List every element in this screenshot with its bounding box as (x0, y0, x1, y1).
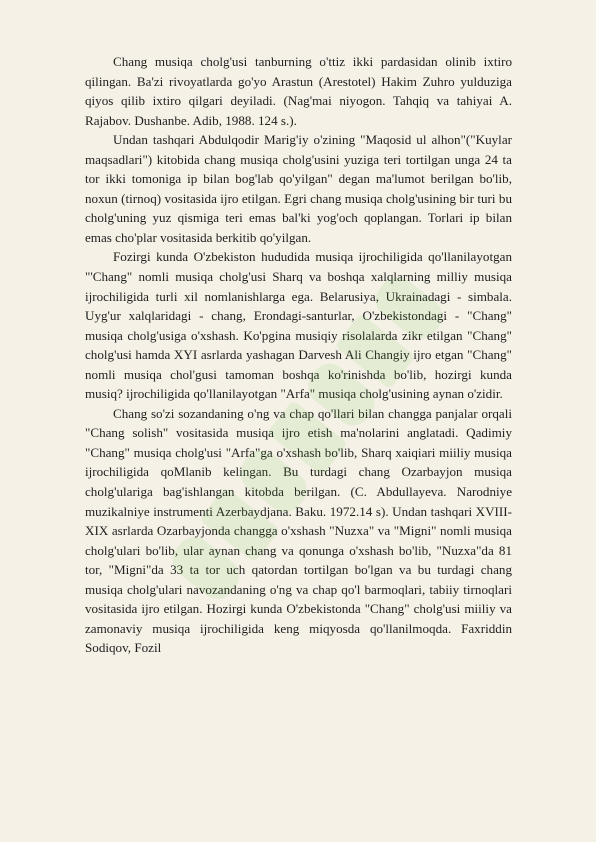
document-body (85, 52, 512, 658)
paragraph-1: Chang musiqa cholg'usi tanburning o'ttiz ikki pardasidan olinib ixtiro qilingan. Ba'zi rivoyatlarda go'yo Arastun (Arestotel) Hakim Zuhro yulduziga qiyos qilib ixtiro qilgari deyiladi. (Nag'mai niyogon. Tahqiq va tahiyai A. Rajabov. Dushanbe. Adib, 1988. 124 s.). (85, 54, 512, 128)
paragraph-3: Fozirgi kunda O'zbekiston hududida musiqa ijrochiligida qo'llanilayotgan "'Chang" nomli musiqa cholg'usi Sharq va boshqa xalqlarning milliy musiqa ijrochiligida turli xil nomlanishlarga ega. Belarusiya, Ukrainadagi - simbala. Uyg'ur xalqlaridagi - chang, Erondagi-santurlar, O'zbekistondagi - "Chang" musiqa cholg'usiga o'xshash. Ko'pgina musiqiy risolalarda zikr etilgan "Chang" cholg'usi hamda XYI asrlarda yashagan Darvesh Ali Changiy ijro etgan "Chang" nomli musiqa chol'gusi tamoman boshqa ko'rinishda bo'lib, hozirgi kunda musiq? ijrochiligida qo'llanilayotgan "Arfa" musiqa cholg'usining aynan o'zidir. (85, 249, 512, 402)
paragraph-4: Chang so'zi sozandaning o'ng va chap qo'llari bilan changga panjalar orqali "Chang solish" vositasida musiqa ijro etish ma'nolarini anglatadi. Qadimiy "Chang" musiqa cholg'usi "Arfa"ga o'xshash bo'lib, Sharq xaiqiari miiliy musiqa ijrochiligida qoMlanib kelingan. Bu turdagi chang Ozarbayjon musiqa cholg'ulariga bag'ishlangan kitobda berilgan. (C. Abdullayeva. Narodniye muzikalniye instrumenti Azerbaydjana. Baku. 1972.14 s). Undan tashqari XVIII-XIX asrlarda Ozarbayjonda changga o'xshash "Nuzxa" va "Migni" nomli musiqa cholg'ulari bo'lib, ular aynan chang va qonunga o'xshash bo'lib, "Nuzxa"da 81 tor, "Migni"da 33 ta tor uch qatordan tortilgan bo'lgan va bu turdagi chang musiqa cholg'ulari navozandaning o'ng va chap qo'l barmoqlari, tabiiy tirnoqlari vositasida ijro etilgan. Hozirgi kunda O'zbekistonda "Chang" cholg'usi miiliy va zamonaviy musiqa ijrochiligida keng miqyosda qo'llanilmoqda. Faxriddin Sodiqov, Fozil (85, 405, 512, 656)
paragraph-2: Undan tashqari Abdulqodir Marig'iy o'zining "Maqosid ul alhon"("Kuylar maqsadlari") kitobida chang musiqa cholg'usini yuziga teri tortilgan unga 24 ta tor ikki tomoniga ip bilan bog'lab qo'yilgan" degan ma'lumot berilgan bo'lib, noxun (tirnoq) vositasida ijro etilgan. Egri chang musiqa cholg'usining bir turi bu cholg'uning yuz qismiga teri emas bal'ki yog'och qoplangan. Torlari ip bilan emas cho'plar vositasida berkitib qo'yilgan. (85, 132, 512, 245)
